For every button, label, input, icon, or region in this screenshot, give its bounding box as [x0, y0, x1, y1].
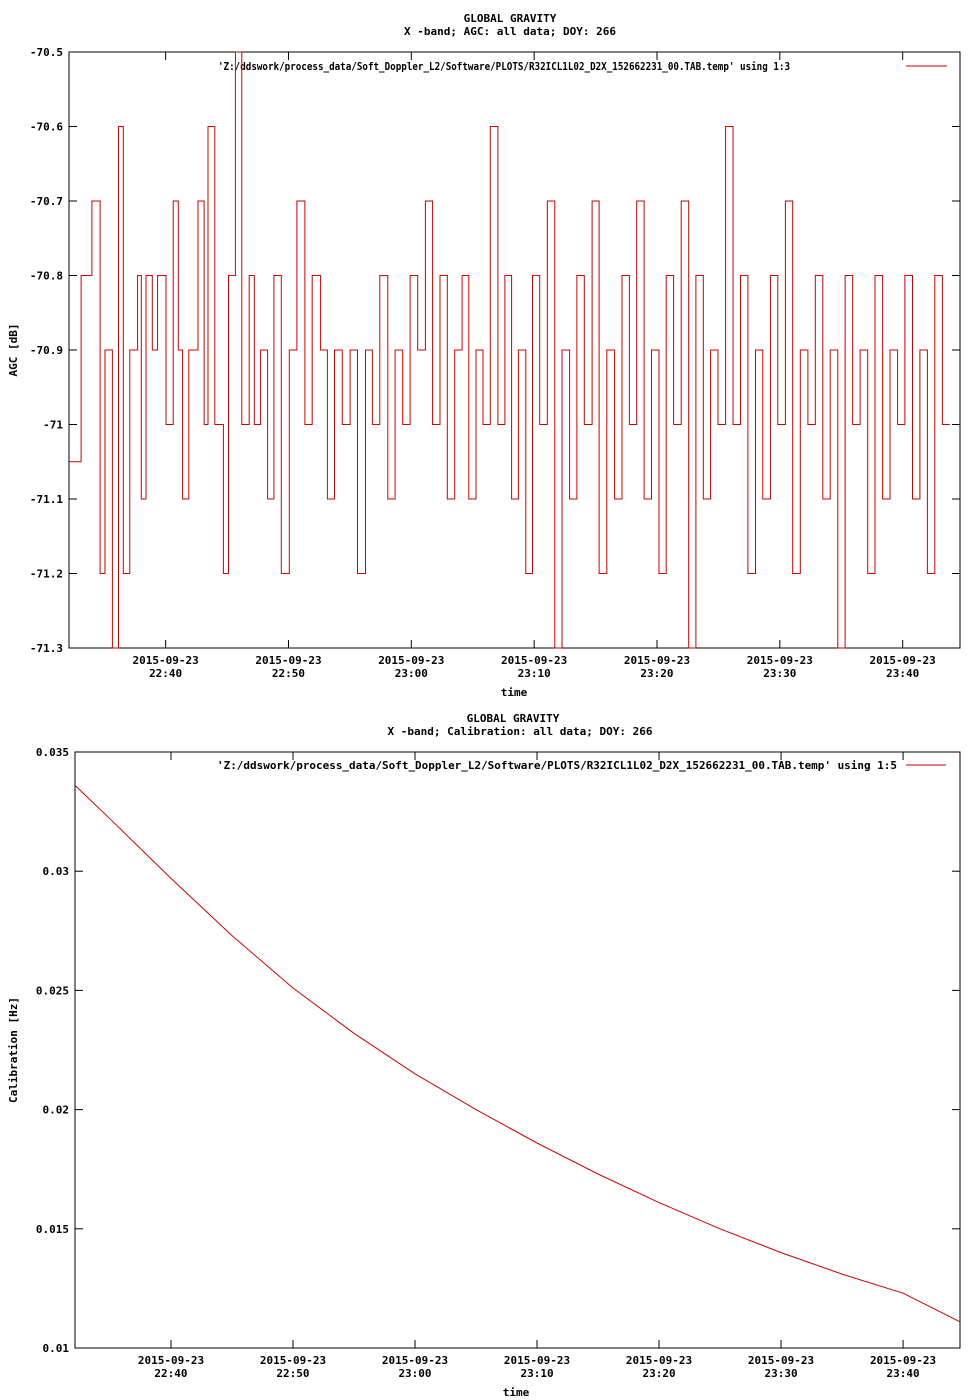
agc-legend-label: 'Z:/ddswork/process_data/Soft_Doppler_L2/Software/PLOTS/R32ICL1L02_D2X_152662231_00.TAB.temp' using 1:3 — [218, 60, 790, 73]
agc-xtick-date: 2015-09-23 — [501, 654, 568, 667]
calibration-plot-frame — [75, 752, 960, 1348]
agc-ytick-label: -70.7 — [29, 195, 63, 208]
calibration-legend-label: 'Z:/ddswork/process_data/Soft_Doppler_L2/Software/PLOTS/R32ICL1L02_D2X_152662231_00.TAB.temp' using 1:5 — [217, 759, 897, 772]
calibration-chart-subtitle: X -band; Calibration: all data; DOY: 266 — [387, 725, 653, 738]
agc-chart-title: GLOBAL GRAVITY — [463, 12, 557, 25]
calibration-chart — [7, 712, 960, 1399]
calibration-y-ticks — [36, 746, 960, 1355]
calibration-x-axis-label: time — [502, 1386, 530, 1399]
agc-chart — [7, 12, 960, 699]
agc-xtick-date: 2015-09-23 — [378, 654, 445, 667]
calibration-chart-title: GLOBAL GRAVITY — [466, 712, 560, 725]
calibration-ytick-label: 0.03 — [42, 865, 69, 879]
agc-plot-frame — [69, 52, 960, 648]
agc-ytick-label: -71.1 — [29, 493, 63, 506]
agc-ytick-label: -71.2 — [29, 567, 63, 581]
agc-y-ticks — [30, 46, 960, 655]
agc-xtick-date: 2015-09-23 — [132, 654, 199, 667]
agc-ytick-label: -71 — [43, 418, 63, 432]
agc-xtick-date: 2015-09-23 — [623, 654, 691, 667]
calibration-xtick-date: 2015-09-23 — [625, 1354, 693, 1367]
calibration-ytick-label: 0.02 — [42, 1103, 69, 1117]
calibration-xtick-time: 22:50 — [276, 1367, 310, 1380]
agc-xtick-time: 23:00 — [394, 667, 428, 680]
agc-ytick-label: -70.9 — [29, 344, 63, 357]
calibration-xtick-time: 23:00 — [398, 1367, 432, 1380]
calibration-ytick-label: 0.025 — [35, 984, 69, 998]
calibration-xtick-date: 2015-09-23 — [503, 1354, 571, 1367]
agc-ytick-label: -70.8 — [29, 269, 63, 283]
calibration-ytick-label: 0.015 — [35, 1222, 69, 1236]
agc-ytick-label: -71.3 — [29, 642, 63, 655]
calibration-xtick-date: 2015-09-23 — [137, 1354, 205, 1367]
agc-xtick-time: 23:40 — [886, 667, 920, 680]
agc-chart-subtitle: X -band; AGC: all data; DOY: 266 — [404, 25, 616, 38]
agc-xtick-date: 2015-09-23 — [255, 654, 322, 667]
calibration-ytick-label: 0.035 — [35, 746, 69, 759]
calibration-xtick-date: 2015-09-23 — [869, 1354, 937, 1367]
calibration-xtick-time: 23:20 — [642, 1367, 676, 1380]
agc-x-axis-label: time — [500, 686, 528, 699]
agc-xtick-date: 2015-09-23 — [869, 654, 936, 667]
calibration-xtick-time: 23:40 — [886, 1367, 920, 1380]
calibration-x-ticks — [138, 752, 936, 1380]
agc-xtick-time: 22:50 — [271, 667, 306, 680]
agc-xtick-time: 23:20 — [640, 667, 674, 680]
calibration-series-line — [75, 785, 960, 1321]
calibration-xtick-time: 23:10 — [520, 1367, 554, 1380]
calibration-y-axis-label: Calibration [Hz] — [7, 997, 20, 1103]
agc-ytick-label: -70.6 — [29, 120, 63, 134]
calibration-xtick-date: 2015-09-23 — [381, 1354, 449, 1367]
calibration-xtick-date: 2015-09-23 — [747, 1354, 815, 1367]
agc-y-axis-label: AGC [dB] — [7, 323, 20, 377]
agc-xtick-time: 22:40 — [149, 667, 183, 680]
calibration-xtick-date: 2015-09-23 — [259, 1354, 327, 1367]
agc-xtick-time: 23:30 — [763, 667, 797, 680]
agc-xtick-time: 23:10 — [517, 667, 551, 680]
agc-xtick-date: 2015-09-23 — [746, 654, 813, 667]
agc-series-line — [69, 52, 950, 648]
calibration-xtick-time: 22:40 — [154, 1367, 188, 1380]
agc-ytick-label: -70.5 — [29, 46, 63, 59]
calibration-xtick-time: 23:30 — [764, 1367, 798, 1380]
calibration-ytick-label: 0.01 — [42, 1342, 69, 1355]
